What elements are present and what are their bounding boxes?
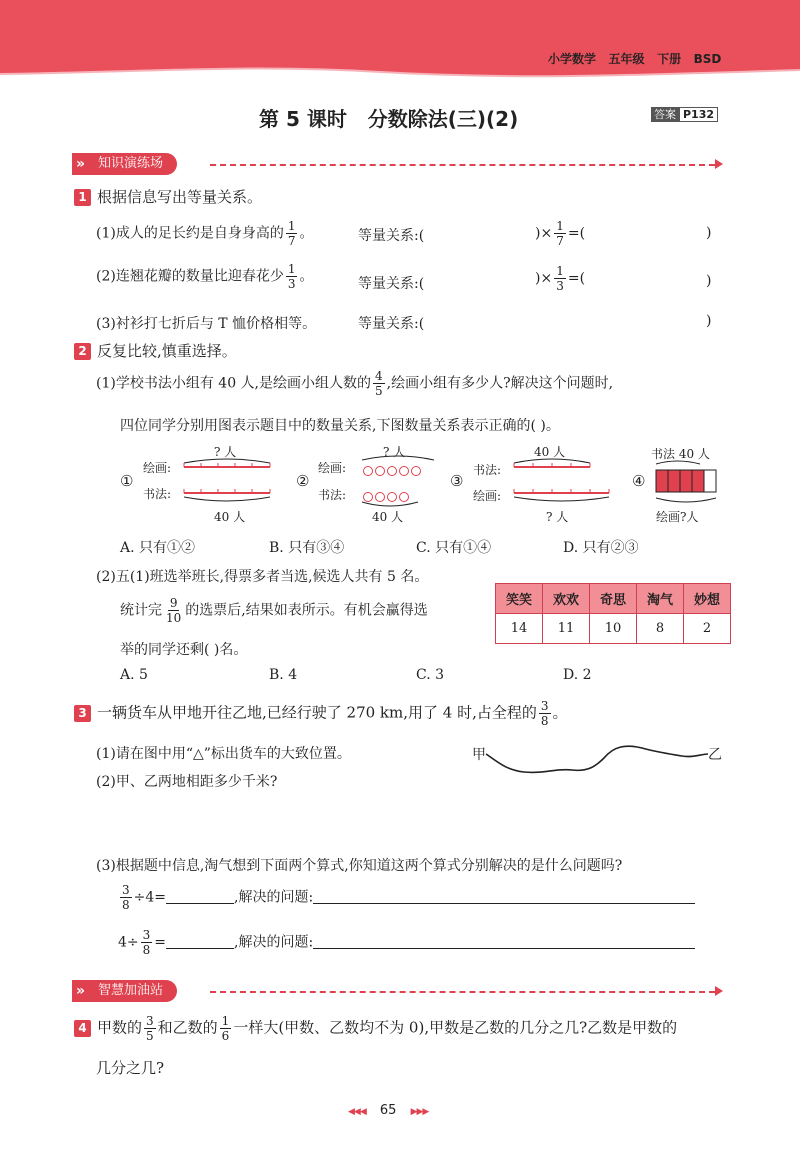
q3-expression-1 xyxy=(118,884,695,911)
q2-part1-line2: 四位同学分别用图表示题目中的数量关系,下图数量关系表示正确的( )。 xyxy=(120,418,560,434)
q3-stem xyxy=(74,700,568,727)
fraction-3-5: $\frac{3}{5}$ xyxy=(146,1014,154,1043)
q2-p1-option-b[interactable]: B. 只有③④ xyxy=(269,540,345,556)
page-title: 第 5 课时 分数除法(三)(2) xyxy=(259,107,519,131)
q2-p2-option-c[interactable]: C. 3 xyxy=(416,667,445,683)
diagram-3-marker: ③ xyxy=(450,472,464,490)
diagram-1-bottom-label: 40 人 xyxy=(214,510,246,524)
q2-p2-option-b[interactable]: B. 4 xyxy=(269,667,298,683)
period: 。 xyxy=(299,225,314,242)
answer-badge xyxy=(651,106,718,122)
fraction-1-7: $\frac{1}{7}$ xyxy=(556,219,564,248)
q1-part2-close: ) xyxy=(706,273,712,289)
q2-part2-text-b: 的选票后,结果如表所示。有机会赢得选 xyxy=(185,602,428,619)
diagram-3-shufa-label: 书法: xyxy=(473,463,502,477)
section-divider xyxy=(210,164,715,166)
table-header: 淘气 xyxy=(637,584,684,614)
diagram-4-bottom-label: 绘画?人 xyxy=(656,510,699,524)
diagram-2-huihua-label: 绘画: xyxy=(318,461,347,475)
q3-part1: (1)请在图中用“△”标出货车的大致位置。 xyxy=(96,746,351,762)
q2-stem xyxy=(74,340,237,361)
q2-p1-option-d[interactable]: D. 只有②③ xyxy=(563,540,639,556)
equals-open: =( xyxy=(567,225,586,242)
q1-part1-eq-label: 等量关系:( xyxy=(358,228,425,244)
diagram-2-marker: ② xyxy=(296,472,310,490)
q1-part1-eq-mid xyxy=(535,220,585,247)
diagram-4-marker: ④ xyxy=(632,472,646,490)
q2-part1-text-b: ,绘画小组有多少人?解决这个问题时, xyxy=(386,375,614,392)
lightning-icon: » xyxy=(76,983,86,999)
table-cell: 11 xyxy=(543,614,590,644)
fraction-3-8: $\frac{3}{8}$ xyxy=(142,928,151,957)
lightning-icon: » xyxy=(76,156,86,172)
section-knowledge-tag xyxy=(72,153,177,175)
q3-stem-text-a: 一辆货车从甲地开往乙地,已经行驶了 270 km,用了 4 时,占全程的 xyxy=(97,703,537,722)
times-sign: )× xyxy=(535,225,553,242)
q1-part1-eq-blank1[interactable] xyxy=(455,225,535,243)
diagram-1 xyxy=(182,455,272,510)
period: 。 xyxy=(299,268,314,285)
diagram-3-bottom-label: ? 人 xyxy=(546,510,569,524)
table-cell: 14 xyxy=(496,614,543,644)
q2-p1-option-c[interactable]: C. 只有①④ xyxy=(416,540,492,556)
diagram-4 xyxy=(652,458,722,506)
q1-part2-eq-mid xyxy=(535,265,585,292)
q1-part3-text: (3)衬衫打七折后与 T 恤价格相等。 xyxy=(96,316,317,332)
route-map[interactable] xyxy=(484,740,712,780)
q1-part1 xyxy=(96,220,313,247)
q3-expr2-answer-blank[interactable] xyxy=(166,935,234,949)
next-arrows-icon: ▶▶▶ xyxy=(410,1107,429,1117)
q2-part2-line2 xyxy=(120,597,428,624)
section-wisdom-label: 智慧加油站 xyxy=(98,983,164,998)
fraction-1-3: $\frac{1}{3}$ xyxy=(556,264,564,293)
answer-page: P132 xyxy=(679,107,718,122)
diagram-2-shufa-label: 书法: xyxy=(318,488,347,502)
table-header: 笑笑 xyxy=(496,584,543,614)
q3-solve-label: ,解决的问题: xyxy=(234,889,314,906)
section-knowledge-label: 知识演练场 xyxy=(98,156,164,171)
q4-number: 4 xyxy=(74,1020,91,1037)
q1-number: 1 xyxy=(74,189,91,206)
fraction-3-8: $\frac{3}{8}$ xyxy=(122,883,130,912)
table-cell: 10 xyxy=(590,614,637,644)
q3-expr1-answer-blank[interactable] xyxy=(166,890,234,904)
header-banner xyxy=(0,0,800,80)
diagram-2-braces xyxy=(360,452,440,510)
fraction-1-7: $\frac{1}{7}$ xyxy=(287,219,296,248)
table-cell: 8 xyxy=(637,614,684,644)
vote-table xyxy=(495,583,731,644)
q2-number: 2 xyxy=(74,343,91,360)
equals-open: =( xyxy=(567,270,586,287)
q1-part2-eq-label: 等量关系:( xyxy=(358,276,425,292)
q3-stem-text-b: 。 xyxy=(552,703,568,722)
diagram-1-shufa-label: 书法: xyxy=(143,487,172,501)
q2-part1-line1 xyxy=(96,370,613,397)
q2-p2-option-d[interactable]: D. 2 xyxy=(563,667,592,683)
section-divider xyxy=(210,991,715,993)
q1-part1-close: ) xyxy=(706,225,712,241)
q3-expr2-op: 4÷ xyxy=(118,934,139,951)
prev-arrows-icon: ◀◀◀ xyxy=(348,1107,366,1117)
q3-number: 3 xyxy=(74,705,91,722)
answer-label: 答案 xyxy=(651,107,679,122)
fraction-3-8: $\frac{3}{8}$ xyxy=(540,699,549,728)
fraction-1-6: $\frac{1}{6}$ xyxy=(221,1014,230,1043)
q1-stem xyxy=(74,186,262,207)
route-end-label: 乙 xyxy=(708,747,722,763)
fraction-9-10: $\frac{9}{10}$ xyxy=(166,596,182,625)
arrow-head-icon xyxy=(715,986,723,996)
fraction-4-5: $\frac{4}{5}$ xyxy=(375,369,383,398)
q1-part1-text: (1)成人的足长约是自身身高的 xyxy=(96,225,284,242)
q4-text-a: 甲数的 xyxy=(97,1018,143,1037)
diagram-3-top-label: 40 人 xyxy=(534,445,566,459)
q1-stem-text: 根据信息写出等量关系。 xyxy=(97,188,263,206)
q2-p2-option-a[interactable]: A. 5 xyxy=(120,667,148,683)
q2-part1-text-a: (1)学校书法小组有 40 人,是绘画小组人数的 xyxy=(96,375,371,392)
q3-part3: (3)根据题中信息,淘气想到下面两个算式,你知道这两个算式分别解决的是什么问题吗? xyxy=(96,858,623,874)
q4-text-c: 一样大(甲数、乙数均不为 0),甲数是乙数的几分之几?乙数是甲数的 xyxy=(233,1018,678,1037)
q3-expr1-op: ÷4= xyxy=(133,889,167,906)
q4-text-b: 和乙数的 xyxy=(157,1018,218,1037)
page-number-footer xyxy=(348,1103,428,1118)
q2-part2-line1: (2)五(1)班选举班长,得票多者当选,候选人共有 5 名。 xyxy=(96,569,429,585)
q3-solve-label: ,解决的问题: xyxy=(234,934,314,951)
fraction-1-3: $\frac{1}{3}$ xyxy=(287,262,296,291)
table-header: 妙想 xyxy=(684,584,731,614)
diagram-1-top-label: ? 人 xyxy=(214,445,237,459)
q3-expr1-problem-blank[interactable] xyxy=(313,890,695,904)
diagram-2-bottom-label: 40 人 xyxy=(372,510,404,524)
page-number: 65 xyxy=(379,1103,397,1118)
diagram-2-top-label: ? 人 xyxy=(383,445,406,459)
q3-expression-2 xyxy=(118,929,695,956)
diagram-3-huihua-label: 绘画: xyxy=(473,489,502,503)
arrow-head-icon xyxy=(715,159,723,169)
q3-expr2-problem-blank[interactable] xyxy=(313,935,695,949)
q1-part2 xyxy=(96,263,313,290)
q4-line1 xyxy=(74,1015,677,1042)
q2-p1-option-a[interactable]: A. 只有①② xyxy=(120,540,196,556)
q1-part3-close: ) xyxy=(706,313,712,329)
q2-part2-text-a: 统计完 xyxy=(120,602,162,619)
q3-expr2-eq: = xyxy=(154,934,167,951)
diagram-1-marker: ① xyxy=(120,472,134,490)
table-header: 奇思 xyxy=(590,584,637,614)
table-cell: 2 xyxy=(684,614,731,644)
q1-part2-text: (2)连翘花瓣的数量比迎春花少 xyxy=(96,268,284,285)
section-wisdom-tag xyxy=(72,980,177,1002)
q3-part2: (2)甲、乙两地相距多少千米? xyxy=(96,774,278,790)
q2-part2-line3: 举的同学还剩( )名。 xyxy=(120,642,248,658)
diagram-1-huihua-label: 绘画: xyxy=(143,461,172,475)
diagram-4-top-label: 书法 40 人 xyxy=(651,447,710,461)
q1-part3-eq-label: 等量关系:( xyxy=(358,316,425,332)
breadcrumb: 小学数学 五年级 下册 BSD xyxy=(548,52,722,66)
route-start-label: 甲 xyxy=(472,747,486,763)
table-header: 欢欢 xyxy=(543,584,590,614)
q4-line2: 几分之几? xyxy=(96,1059,165,1077)
times-sign: )× xyxy=(535,270,553,287)
q2-stem-text: 反复比较,慎重选择。 xyxy=(97,342,237,360)
diagram-3 xyxy=(512,455,622,510)
